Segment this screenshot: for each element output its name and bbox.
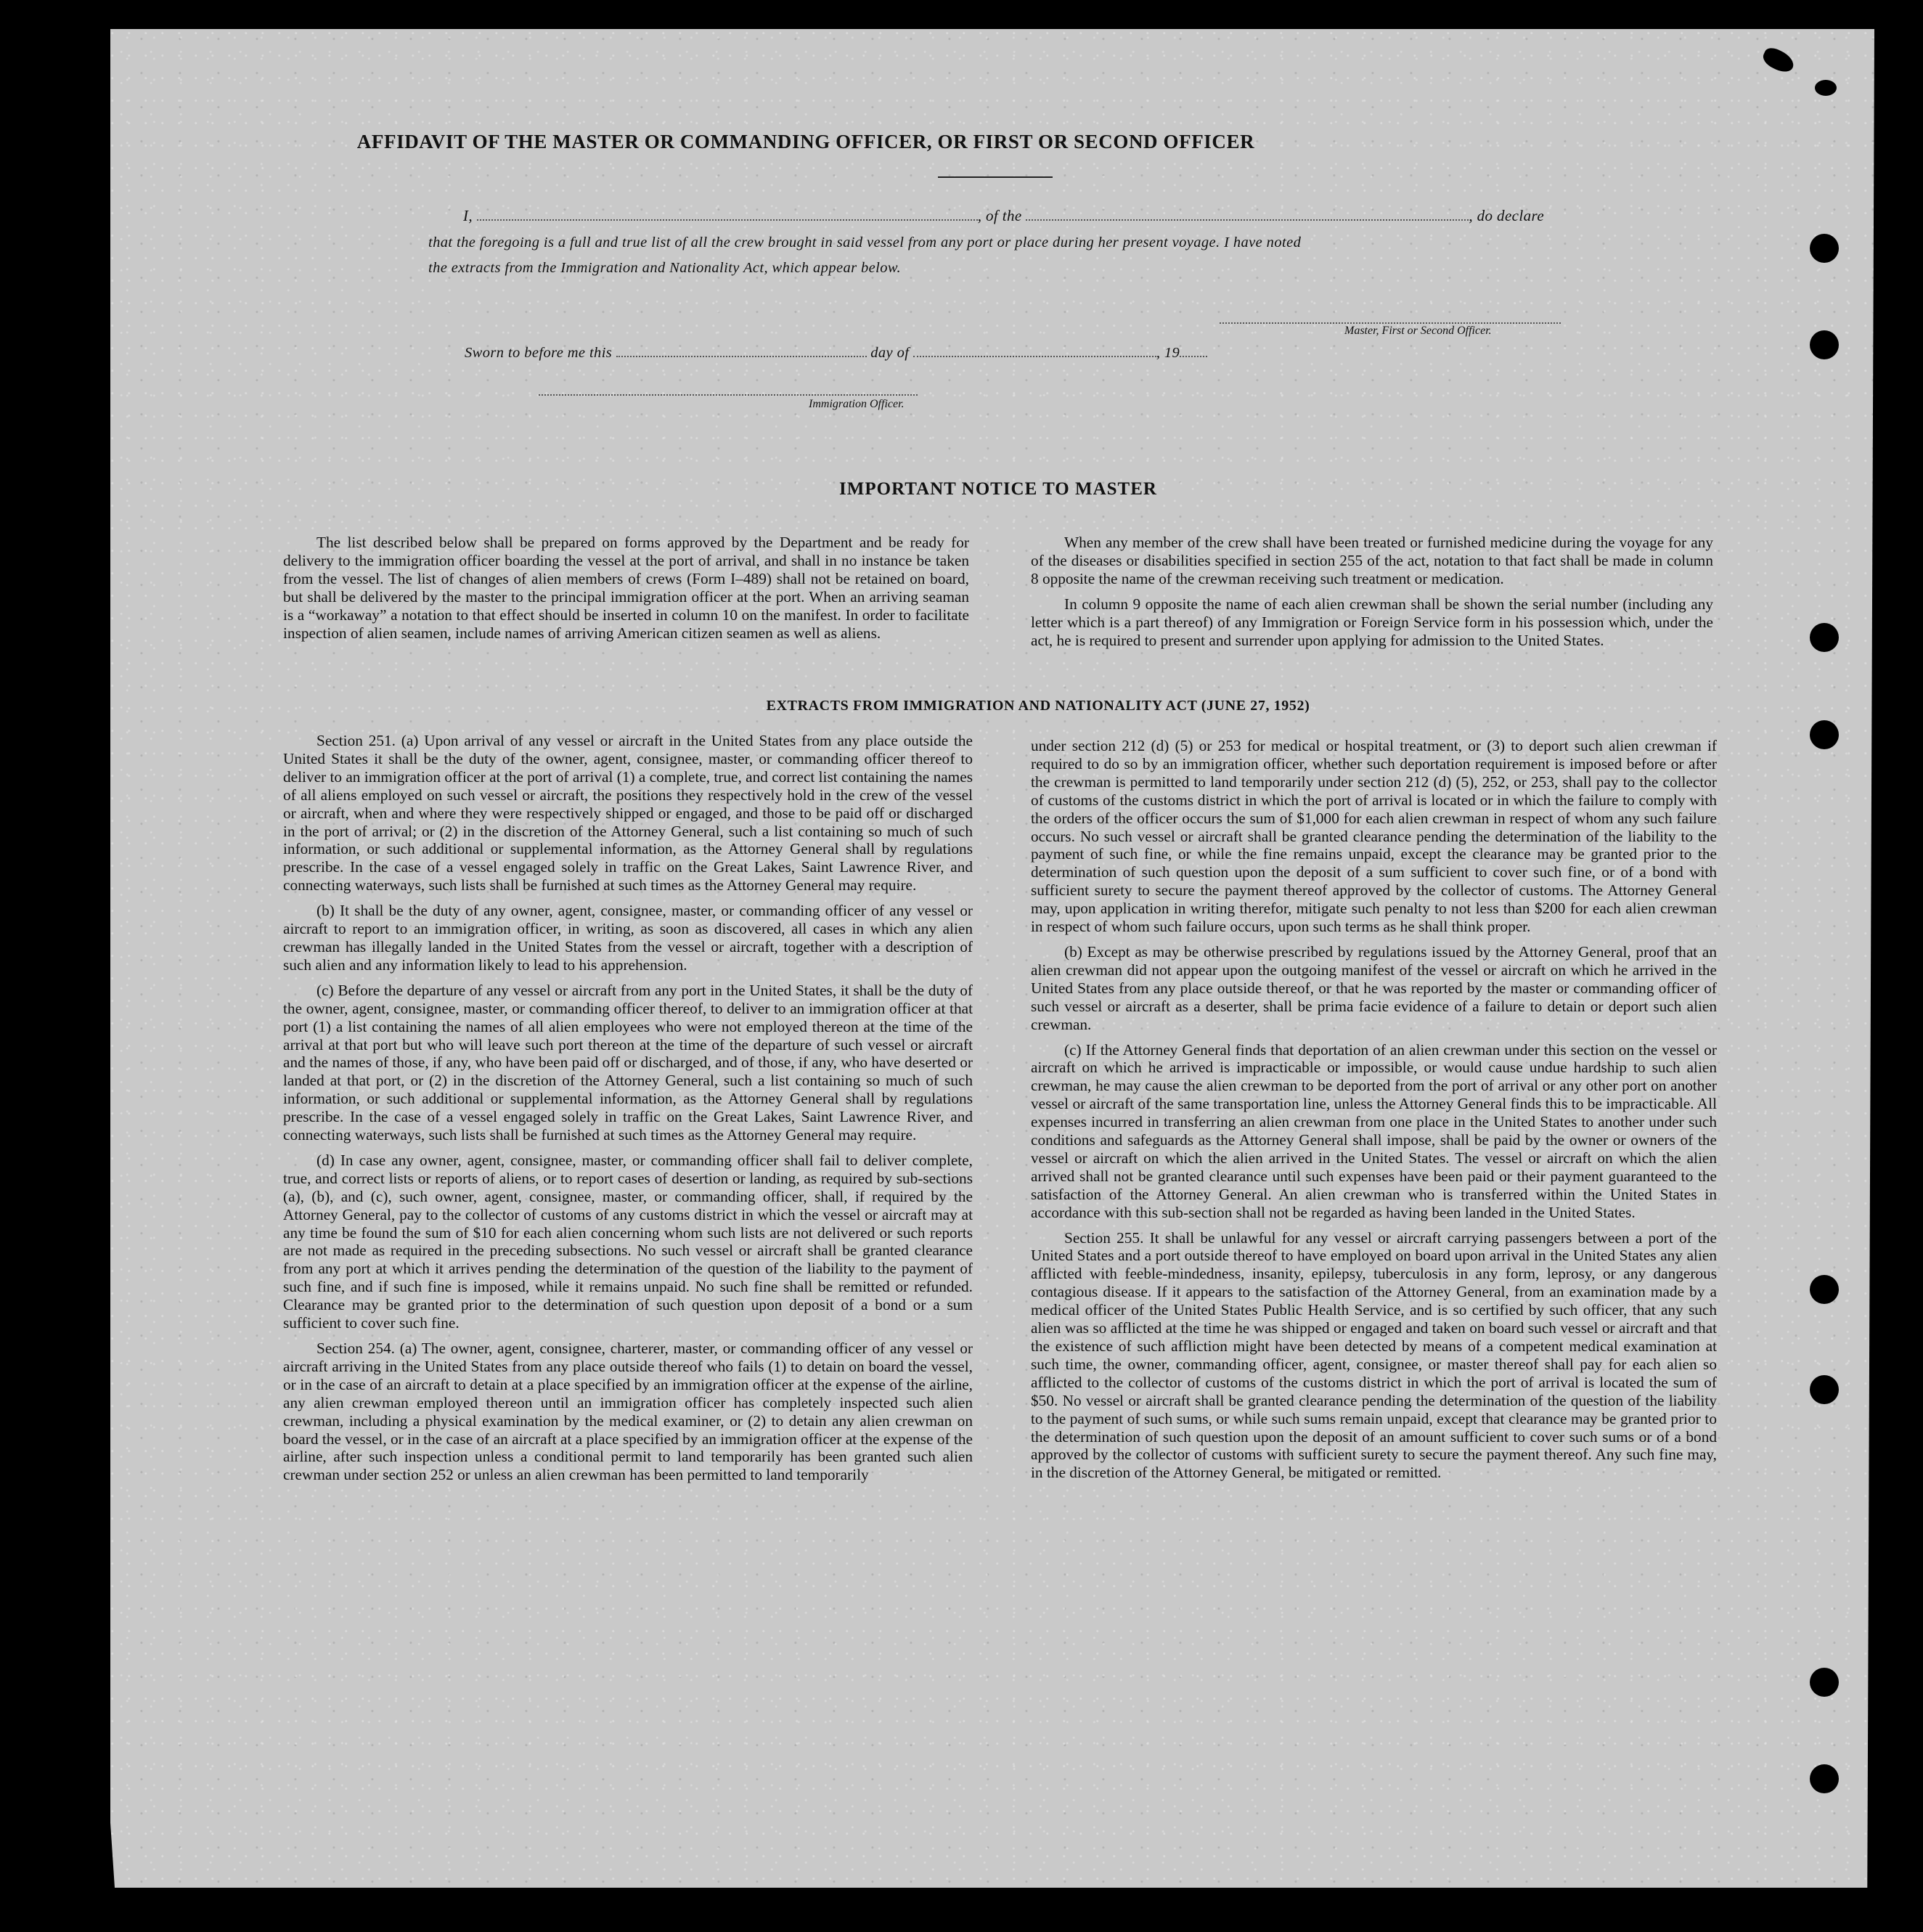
day-of-label: day of	[870, 345, 910, 361]
extracts-left-column	[283, 732, 973, 1491]
month-field[interactable]	[913, 355, 1156, 357]
master-signature-field[interactable]	[1220, 322, 1561, 324]
section-254-a-continued: under section 212 (d) (5) or 253 for medical or hospital treatment, or (3) to deport such alien crewman if required to do so by an immigration officer, whether such deportation requirement is imposed before or after the crewman is permitted to land temporarily under section 212 (d) (5), 252, or 253, shall pay to the collector of customs of the customs district in which the port of arrival is located or in which the failure to comply with the orders of the officer occurs the sum of $1,000 for each alien crewman in respect of whom any such failure occurs. No such vessel or aircraft shall be granted clearance pending the determination of the liability to the payment of such fine, or while the fine remains unpaid, except the clearance may be granted prior to the determination of such question upon the deposit of a sum sufficient to cover such fine, or of a bond with sufficient surety to secure the payment thereof approved by the collector of customs. The Attorney General may, upon application in writing therefor, mitigate such penalty to not less than $200 for each alien crewman in respect of whom such failure occurs, upon such terms as he shall think proper.	[1031, 737, 1717, 936]
label-of-the: , of the	[977, 207, 1022, 224]
label-declare: , do declare	[1469, 207, 1545, 224]
affidavit-line1	[463, 207, 1567, 225]
corner-blot	[1815, 80, 1837, 96]
label-i: I,	[463, 207, 473, 224]
affidavit-title: AFFIDAVIT OF THE MASTER OR COMMANDING OFFICER, OR FIRST OR SECOND OFFICER	[356, 131, 1255, 152]
title-rule	[938, 176, 1053, 178]
officer-signature-field[interactable]	[539, 394, 918, 396]
vessel-field[interactable]	[1026, 219, 1469, 221]
year-label: , 19	[1156, 345, 1180, 361]
punch-hole	[1810, 1275, 1839, 1304]
punch-hole	[1810, 1375, 1839, 1404]
punch-hole	[1810, 234, 1839, 263]
section-251-d: (d) In case any owner, agent, consignee, master, or commanding officer shall fail to deliver complete, true, and correct lists or reports of aliens, or to report cases of desertion or landing, as required by sub-sections (a), (b), and (c), such owner, agent, consignee, master, or commanding officer, shall, if required by the Attorney General, pay to the collector of customs of any customs district in which the vessel or aircraft may at any time be found the sum of $10 for each alien concerning whom such lists are not delivered or such reports are not made as required in the preceding subsections. No such vessel or aircraft shall be granted clearance from any port at which it arrives pending the determination of the question of the liability to the payment of such fine, and if such fine is imposed, while it remains unpaid. No such fine shall be remitted or refunded. Clearance may be granted prior to the determination of such question upon deposit of a bond or a sum sufficient to cover such fine.	[283, 1151, 973, 1332]
section-251-b: (b) It shall be the duty of any owner, agent, consignee, master, or commanding officer of any vessel or aircraft to report to an immigration officer, in writing, as soon as discovered, all cases in which any alien crewman has illegally landed in the United States from the vessel or aircraft, together with a description of such alien and any information likely to lead to his apprehension.	[283, 902, 973, 974]
punch-hole	[1810, 1764, 1839, 1793]
punch-hole	[1810, 1668, 1839, 1697]
extracts-heading: EXTRACTS FROM IMMIGRATION AND NATIONALITY ACT (JUNE 27, 1952)	[766, 698, 1310, 714]
day-field[interactable]	[616, 355, 867, 357]
notice-left-paragraph: The list described below shall be prepared on forms approved by the Department and be ready for delivery to the immigration officer boarding the vessel at the port of arrival, and shall in no instance be taken from the vessel. The list of changes of alien members of crews (Form I–489) shall not be retained on board, but shall be delivered by the master to the principal immigration officer at the port. When an arriving seaman is a “workaway” a notation to that effect should be inserted in column 10 on the manifest. In order to facilitate inspection of alien seamen, include names of arriving American citizen seamen as well as aliens.	[283, 534, 969, 642]
year-field[interactable]	[1180, 355, 1207, 357]
punch-hole	[1810, 330, 1839, 359]
section-254-a: Section 254. (a) The owner, agent, consignee, charterer, master, or commanding officer of any vessel or aircraft arriving in the United States from any place outside thereof who fails (1) to detain on board the vessel, or in the case of an aircraft to detain at a place specified by an immigration officer at the expense of the airline, any alien crewman employed thereon until an immigration officer has completely inspected such alien crewman, including a physical examination by the medical examiner, or (2) to detain any alien crewman on board the vessel, or in the case of an aircraft at a place specified by an immigration officer at the expense of the airline, after such inspection unless a conditional permit to land temporarily has been granted such alien crewman under section 252 or unless an alien crewman has been permitted to land temporarily	[283, 1340, 973, 1484]
sworn-line	[465, 345, 1207, 362]
section-255: Section 255. It shall be unlawful for any vessel or aircraft carrying passengers between a port of the United States and a port outside thereof to have employed on board upon arrival in the United States any alien afflicted with feeble-mindedness, insanity, epilepsy, tuberculosis in any form, leprosy, or any dangerous contagious disease. If it appears to the satisfaction of the Attorney General, from an examination made by a medical officer of the United States Public Health Service, and is so certified by such officer, that any such alien was so afflicted at the time he was shipped or engaged and taken on board such vessel or aircraft and that the existence of such affliction might have been detected by means of a competent medical examination at such time, the owner, commanding officer, agent, consignee, or master thereof shall pay for each alien so afflicted to the collector of customs of the customs district in which the port of arrival is located the sum of $50. No vessel or aircraft shall be granted clearance pending the determination of the question of the liability to the payment of such sums, or while such sums remain unpaid, except that clearance may be granted prior to the determination of such question upon the deposit of an amount sufficient to cover such sums or of a bond approved by the collector of customs with sufficient surety to secure the payment thereof. Any such fine may, in the discretion of the Attorney General, be mitigated or remitted.	[1031, 1228, 1717, 1482]
notice-heading: IMPORTANT NOTICE TO MASTER	[839, 479, 1157, 499]
sworn-label: Sworn to before me this	[465, 345, 613, 361]
officer-caption: Immigration Officer.	[809, 398, 905, 410]
name-field[interactable]	[477, 219, 978, 221]
section-254-c: (c) If the Attorney General finds that deportation of an alien crewman under this section on the vessel or aircraft on which he arrived is impracticable or impossible, or would cause undue hardship to such alien crewman, he may cause the alien crewman to be deported from the port of arrival or any other port on another vessel or aircraft of the same transportation line, unless the Attorney General finds this to be impracticable. All expenses incurred in transferring an alien crewman from one place in the United States to another under such conditions and safeguards as the Attorney General shall impose, shall be paid by the owner or owners of the vessel or aircraft on which the alien arrived in the United States. The vessel or aircraft on which the alien arrived shall not be granted clearance until such expenses have been paid or their payment guaranteed to the satisfaction of the Attorney General. An alien crewman who is transferred within the United States in accordance with this sub-section shall not be regarded as having been landed in the United States.	[1031, 1040, 1717, 1221]
punch-hole	[1810, 720, 1839, 749]
section-251-a: Section 251. (a) Upon arrival of any vessel or aircraft in the United States from any place outside the United States it shall be the duty of the owner, agent, consignee, master, or commanding officer thereof to deliver to an immigration officer at the port of arrival (1) a complete, true, and correct list containing the names of all aliens employed on such vessel or aircraft, the positions they respectively hold in the crew of the vessel or aircraft, when and where they were respectively shipped or engaged, and those to be paid off or discharged in the port of arrival; or (2) in the discretion of the Attorney General, such a list containing so much of such information, or such additional or supplemental information, as the Attorney General shall by regulations prescribe. In the case of a vessel engaged solely in traffic on the Great Lakes, Saint Lawrence River, and connecting waterways, such lists shall be furnished at such times as the Attorney General may require.	[283, 732, 973, 894]
notice-right-paragraph-1: When any member of the crew shall have been treated or furnished medicine during the voyage for any of the diseases or disabilities specified in section 255 of the act, notation to that fact shall be made in column 8 opposite the name of the crewman receiving such treatment or medication.	[1031, 534, 1713, 587]
section-254-b: (b) Except as may be otherwise prescribed by regulations issued by the Attorney General, proof that an alien crewman did not appear upon the outgoing manifest of the vessel or aircraft on which he arrived in the United States from any place outside thereof, or that he was reported by the master or commanding officer of such vessel or aircraft as a deserter, shall be prima facie evidence of a failure to detain or deport such alien crewman.	[1031, 942, 1717, 1033]
notice-left-column	[283, 534, 969, 649]
extracts-right-column	[1031, 737, 1717, 1489]
notice-right-paragraph-2: In column 9 opposite the name of each alien crewman shall be shown the serial number (including any letter which is a part thereof) of any Immigration or Foreign Service form in his possession which, under the act, he is required to present and surrender upon applying for admission to the United States.	[1031, 595, 1713, 649]
affidavit-line3: the extracts from the Immigration and Nationality Act, which appear below.	[428, 260, 901, 276]
master-caption: Master, First or Second Officer.	[1344, 325, 1492, 337]
section-251-c: (c) Before the departure of any vessel or aircraft from any port in the United States, it shall be the duty of the owner, agent, consignee, master, or commanding officer thereof, to deliver to an immigration officer at that port (1) a list containing the names of all alien employees who were not employed thereon at the time of the arrival at that port but who will leave such port thereon at the time of the departure of such vessel or aircraft and the names of those, if any, who have been paid off or discharged, and of those, if any, who have deserted or landed at that port, or (2) in the discretion of the Attorney General, such a list containing so much of such information, or such additional or supplemental information, as the Attorney General shall by regulations prescribe. In the case of a vessel engaged solely in traffic on the Great Lakes, Saint Lawrence River, and connecting waterways, such lists shall be furnished at such times as the Attorney General may require.	[283, 981, 973, 1144]
affidavit-line2: that the foregoing is a full and true list of all the crew brought in said vessel from any port or place during her present voyage. I have noted	[428, 235, 1302, 250]
punch-hole	[1810, 623, 1839, 652]
notice-right-column	[1031, 534, 1713, 656]
